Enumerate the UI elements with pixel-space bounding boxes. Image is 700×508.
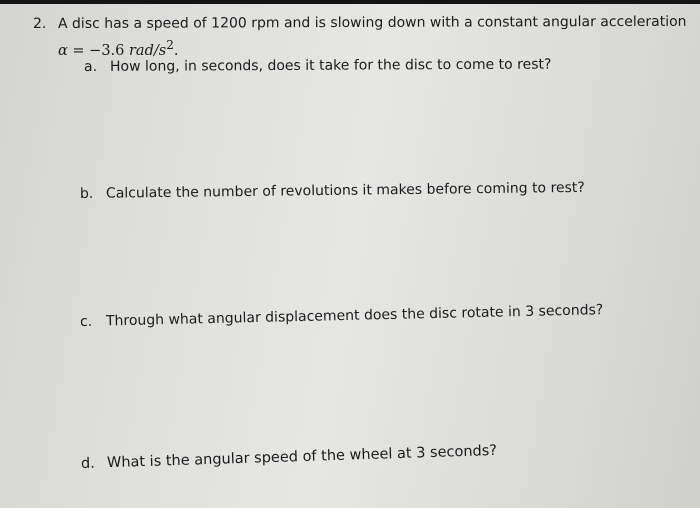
part-b-text: Calculate the number of revolutions it makes before coming to rest? xyxy=(105,179,585,202)
formula-value: −3.6 xyxy=(89,42,129,59)
formula-unit: rad/s xyxy=(129,42,167,59)
part-d-label: d. xyxy=(80,455,96,472)
question-number: 2. xyxy=(33,16,47,32)
part-c-text: Through what angular displacement does the disc rotate in 3 seconds? xyxy=(105,302,604,330)
alpha-symbol: α xyxy=(58,42,68,59)
part-b-label: b. xyxy=(79,185,94,202)
formula-exponent: 2 xyxy=(166,38,174,52)
part-a-text: How long, in seconds, does it take for the disc to come to rest? xyxy=(109,56,552,75)
equals-sign: = xyxy=(67,42,90,59)
part-a xyxy=(84,57,551,75)
part-a-label: a. xyxy=(83,58,98,75)
part-c-label: c. xyxy=(79,313,93,330)
angular-acceleration-formula xyxy=(58,38,178,59)
formula-period: . xyxy=(173,42,179,59)
part-b xyxy=(80,180,585,202)
part-d xyxy=(81,443,497,472)
part-d-text: What is the angular speed of the wheel at 3 seconds? xyxy=(106,442,498,472)
question-stem: A disc has a speed of 1200 rpm and is slowing down with a constant angular acceleration xyxy=(57,13,687,32)
part-c xyxy=(80,302,604,330)
